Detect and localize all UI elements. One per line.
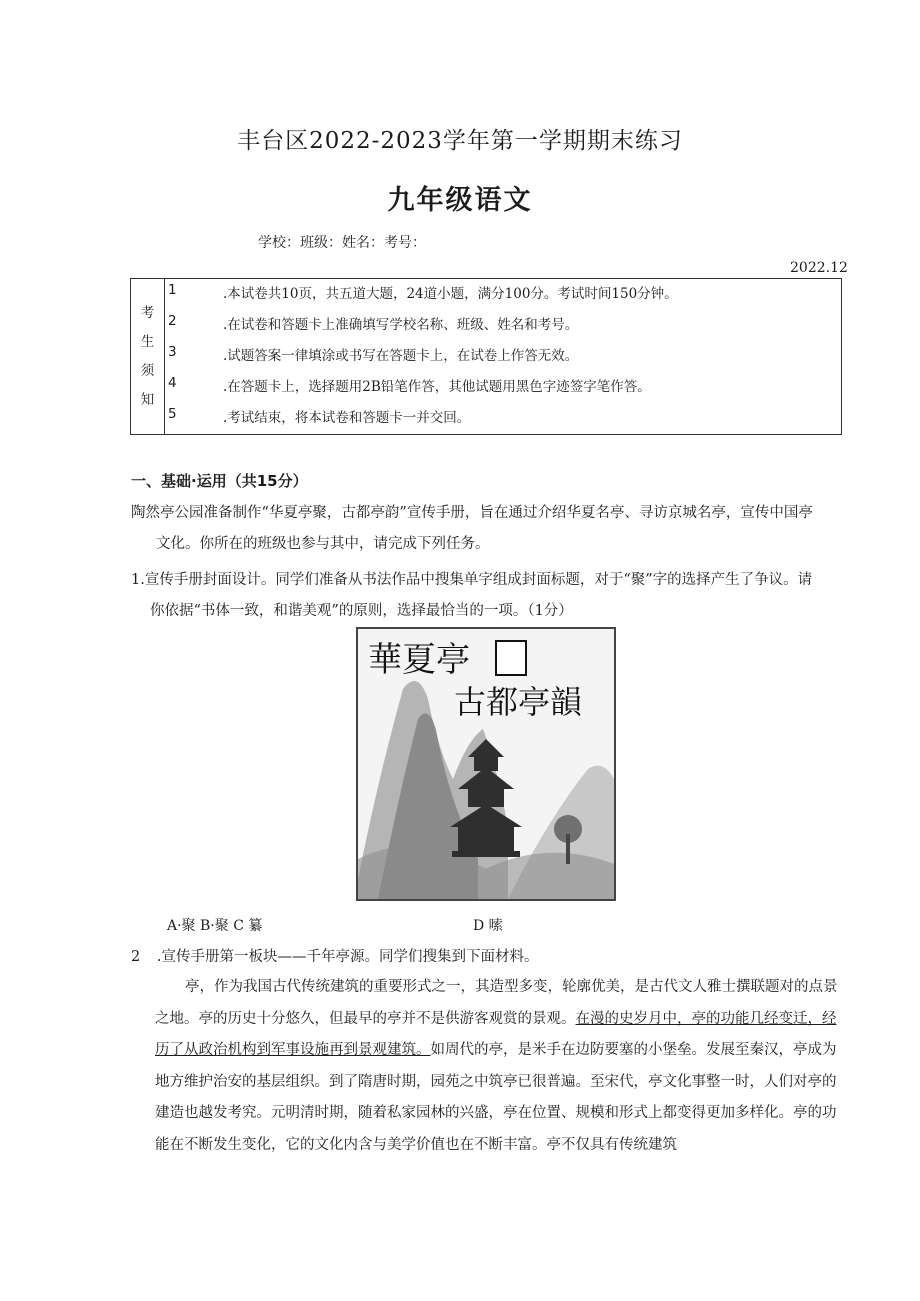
passage-text: 如周代的亭，是米手在边防要塞的小堡垒。发展至秦汉，亭成为地方维护治安的基层组织。到了隋唐时期，园苑之中筑亭已很普遍。至宋代，亭文化事整一时，人们对亭的建造也越发考究。元明清时期，随着私家园林的兴盛，亭在位置、规模和形式上都变得更加多样化。亭的功能在不断发生变化，它的文化内含与美学价值也在不断丰富。亭不仅具有传统建筑 — [155, 1042, 837, 1153]
cover-title-line-2: 古都亭韻 — [454, 683, 583, 721]
notice-item-number: 3 — [168, 344, 177, 360]
cover-illustration — [356, 627, 616, 901]
intro-line: 陶然亭公园准备制作“华夏亭聚，古都亭韵”宣传手册，旨在通过介绍华夏名亭、寻访京城名亭，宣传中国亭 — [131, 505, 813, 521]
exam-notice-table — [130, 278, 842, 435]
notice-item-number: 1 — [168, 282, 177, 298]
passage-underlined-sentence: 在漫的史岁月中，亭的功能几经变迁，经历了从政治机构到军事设施再到景观建筑。 — [155, 1010, 837, 1058]
notice-item-text: .在试卷和答题卡上准确填写学校名称、班级、姓名和考号。 — [223, 317, 579, 333]
section-heading: 一、基础·运用（共15分） — [131, 472, 308, 490]
exam-title: 丰台区2022-2023学年第一学期期末练习 — [237, 128, 683, 154]
question-1-line: 你依据“书体一致，和谐美观”的原则，选择最恰当的一项。（1分） — [150, 603, 573, 619]
intro-line: 文化。你所在的班级也参与其中，请完成下列任务。 — [156, 536, 490, 552]
student-info-line: 学校：班级：姓名：考号： — [258, 235, 426, 251]
exam-subtitle: 九年级语文 — [387, 185, 533, 216]
notice-label-char: 生 — [140, 333, 155, 350]
notice-label-char: 须 — [140, 362, 155, 379]
blank-character-box — [496, 641, 526, 675]
notice-item-text: .考试结束，将本试卷和答题卡一并交回。 — [223, 410, 471, 426]
notice-item-number: 4 — [168, 375, 177, 391]
section-intro — [131, 498, 841, 560]
passage-text: 亭，作为我国古代传统建筑的重要形式之一，其造型多变，轮廓优美，是古代文人雅士撰联题对的点景之地。亭的历史十分悠久，但最早的亭并不是供游客观赏的景观。 — [155, 979, 838, 1027]
question-2 — [131, 945, 538, 966]
question-2-number: 2 — [131, 949, 141, 965]
notice-item-number: 2 — [168, 313, 177, 329]
notice-item — [165, 341, 841, 372]
notice-item-text: .在答题卡上，选择题用2B铅笔作答，其他试题用黑色字迹签字笔作答。 — [223, 379, 651, 395]
question-1-options-abc: A·聚 B·聚 C 纂 — [167, 918, 263, 934]
notice-item-number: 5 — [168, 406, 177, 422]
notice-item — [165, 372, 841, 403]
landscape-pavilion-picture — [358, 629, 614, 899]
notice-item-text: .本试卷共10页，共五道大题，24道小题，满分100分。考试时间150分钟。 — [223, 286, 678, 302]
question-2-text: .宣传手册第一板块——千年亭源。同学们搜集到下面材料。 — [156, 949, 539, 965]
question-1 — [131, 565, 841, 627]
notice-item — [165, 279, 841, 310]
notice-item — [165, 310, 841, 341]
notice-label-char: 考 — [140, 304, 155, 321]
reading-passage — [155, 972, 841, 1161]
cover-title-line-1: 華夏亭 — [368, 640, 470, 680]
question-1-option-d: D 嗦 — [473, 918, 503, 934]
notice-item — [165, 403, 841, 434]
notice-items — [165, 279, 842, 435]
notice-label-char: 知 — [140, 391, 155, 408]
notice-item-text: .试题答案一律填涂或书写在答题卡上，在试卷上作答无效。 — [223, 348, 579, 364]
notice-label — [131, 279, 165, 435]
question-1-line: 1.宣传手册封面设计。同学们准备从书法作品中搜集单字组成封面标题，对于“聚”字的选择产生了争议。请 — [131, 572, 813, 588]
exam-date: 2022.12 — [790, 260, 848, 276]
